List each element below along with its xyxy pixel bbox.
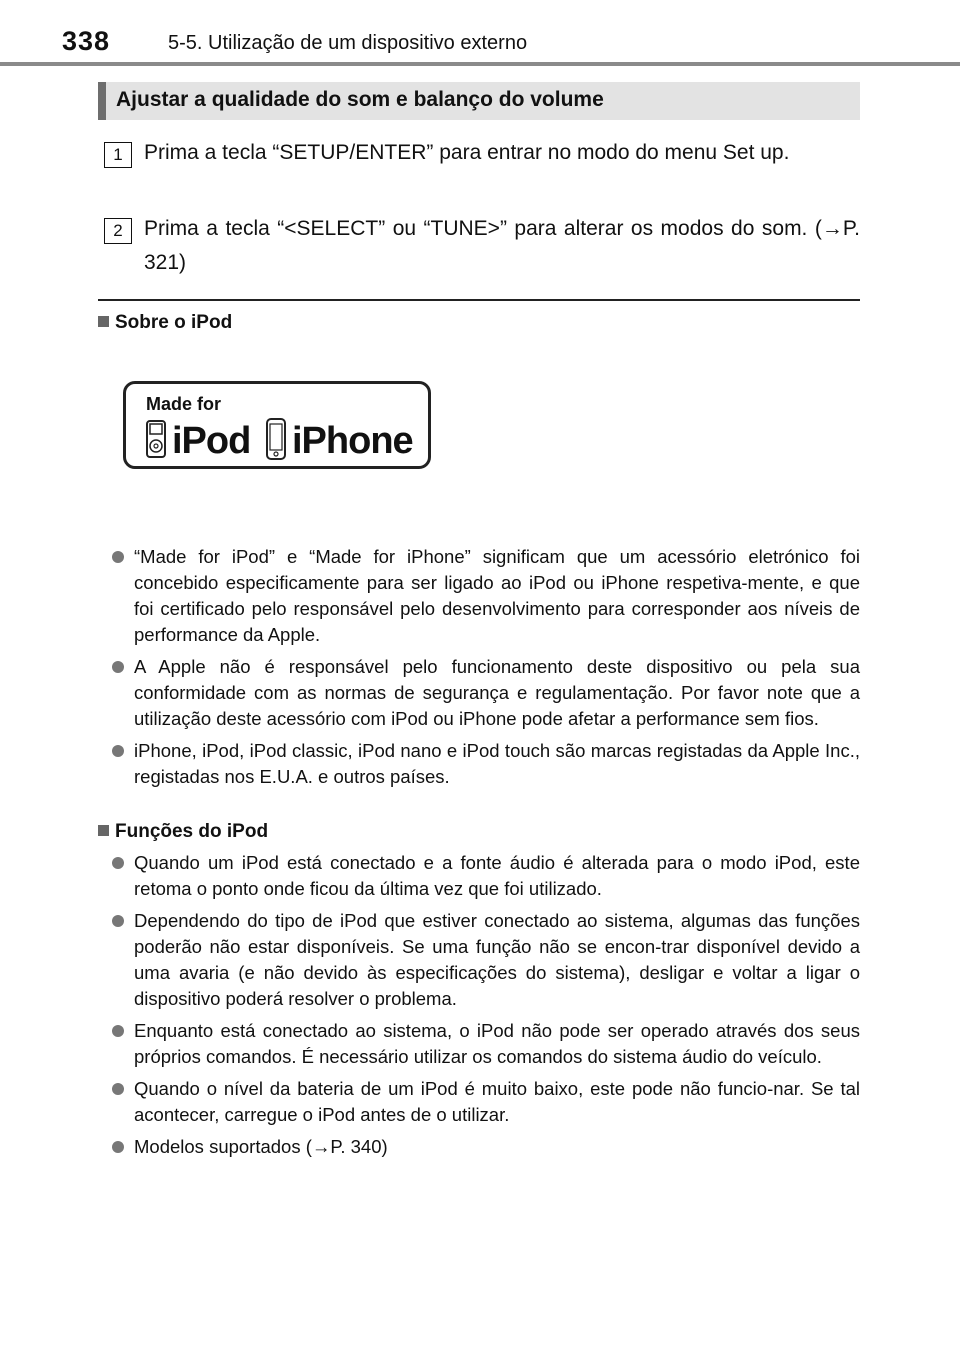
bullet-dot-icon — [112, 661, 124, 673]
step-1 — [104, 136, 860, 170]
bullet-dot-icon — [112, 915, 124, 927]
list-item: Dependendo do tipo de iPod que estiver conectado ao sistema, algumas das funções poderão não estar disponíveis. Se uma função não se encon-trar disponível devido a uma avaria (e não devido às especificações do sistema), desligar e voltar a ligar o dispositivo poderá resolver o problema. — [112, 908, 860, 1012]
ipod-functions-list — [112, 850, 860, 1166]
subheading-text: Funções do iPod — [115, 821, 269, 842]
list-item: Quando o nível da bateria de um iPod é muito baixo, este pode não funcio-nar. Se tal acontecer, carregue o iPod antes de o utilizar. — [112, 1076, 860, 1128]
section-divider — [98, 299, 860, 301]
bullet-dot-icon — [112, 1141, 124, 1153]
bullet-dot-icon — [112, 551, 124, 563]
list-item: A Apple não é responsável pelo funcionamento deste dispositivo ou pela sua conformidade com as normas de segurança e regulamentação. Por favor note que a utilização deste acessório com iPod ou iPhone pode afetar a performance sem fios. — [112, 654, 860, 732]
header-divider — [0, 62, 960, 66]
bullet-dot-icon — [112, 745, 124, 757]
iphone-icon — [266, 418, 286, 460]
topic-title-bar — [98, 82, 860, 120]
subheading-text: Sobre o iPod — [115, 312, 233, 333]
section-reference: 5-5. Utilização de um dispositivo externo — [168, 32, 528, 54]
step-text: Prima a tecla “<SELECT” ou “TUNE>” para alterar os modos do som. (→P. 321) — [144, 217, 860, 274]
logo-iphone-wordmark: iPhone — [292, 420, 413, 462]
square-bullet-icon — [98, 825, 109, 836]
topic-accent — [98, 82, 106, 120]
bullet-dot-icon — [112, 1083, 124, 1095]
about-ipod-list — [112, 544, 860, 796]
subheading-ipod-functions — [98, 821, 268, 843]
step-text: Prima a tecla “SETUP/ENTER” para entrar no modo do menu Set up. — [144, 141, 790, 164]
step-2 — [104, 212, 860, 280]
list-item: Modelos suportados (→P. 340) — [112, 1134, 860, 1160]
made-for-ipod-iphone-logo — [123, 381, 431, 469]
ipod-classic-icon — [146, 420, 166, 458]
logo-ipod-wordmark: iPod — [172, 420, 251, 462]
bullet-dot-icon — [112, 857, 124, 869]
topic-title: Ajustar a qualidade do som e balanço do volume — [116, 88, 604, 111]
list-item: Quando um iPod está conectado e a fonte áudio é alterada para o modo iPod, este retoma o ponto onde ficou da última vez que foi utilizado. — [112, 850, 860, 902]
subheading-about-ipod — [98, 312, 232, 334]
list-item: Enquanto está conectado ao sistema, o iPod não pode ser operado através dos seus próprios comandos. É necessário utilizar os comandos do sistema áudio do veículo. — [112, 1018, 860, 1070]
list-item: iPhone, iPod, iPod classic, iPod nano e iPod touch são marcas registadas da Apple Inc., registadas nos E.U.A. e outros países. — [112, 738, 860, 790]
step-number-box: 1 — [104, 142, 132, 168]
page-number: 338 — [62, 26, 111, 56]
list-item: “Made for iPod” e “Made for iPhone” significam que um acessório eletrónico foi concebido especificamente para ser ligado ao iPod ou iPhone respetiva-mente, e que foi certificado pelo responsável pelo desenvolvimento para corresponder aos níveis de performance da Apple. — [112, 544, 860, 648]
step-number-box: 2 — [104, 218, 132, 244]
square-bullet-icon — [98, 316, 109, 327]
logo-made-for: Made for — [146, 394, 222, 414]
bullet-dot-icon — [112, 1025, 124, 1037]
